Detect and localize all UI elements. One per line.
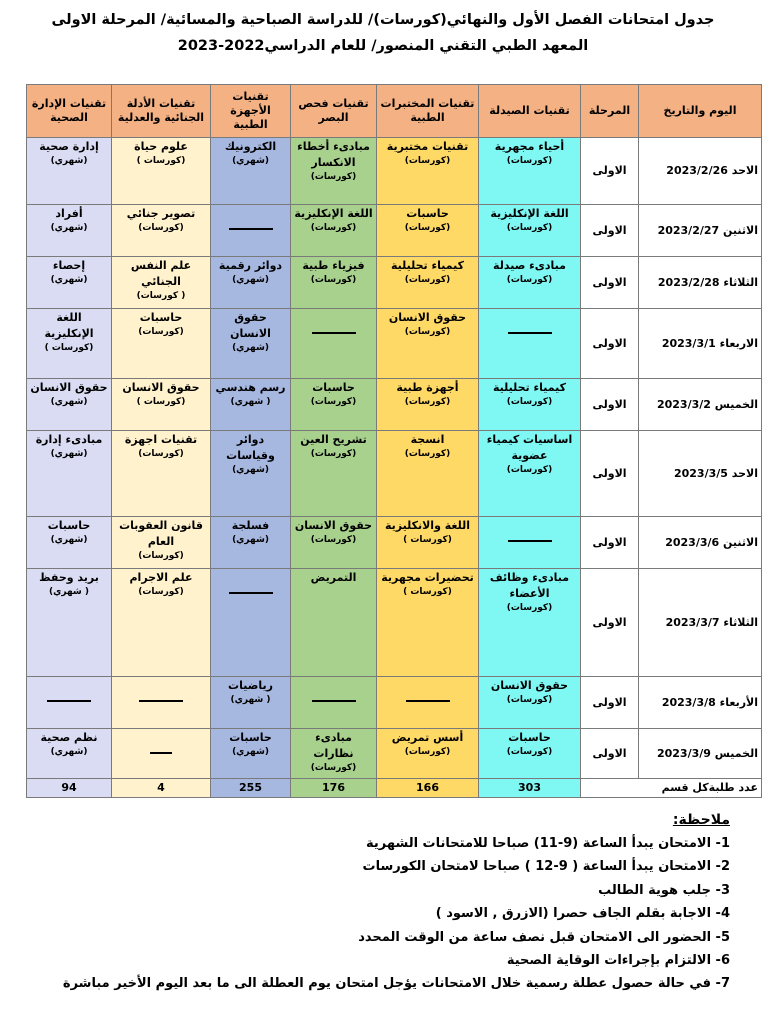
subject-name: اساسيات كيمياء عضوية bbox=[486, 433, 573, 462]
exam-type: (كورسات) bbox=[404, 396, 451, 407]
forensic-subject-cell bbox=[112, 257, 211, 309]
exam-type: (كورسات ) bbox=[136, 396, 186, 407]
devices-subject-cell bbox=[211, 205, 291, 257]
exam-type: (كورسات) bbox=[310, 171, 357, 182]
subject-name: حقوق الانسان bbox=[230, 311, 271, 340]
exam-type: (كورسات ) bbox=[136, 155, 186, 166]
stage-cell: الاولى bbox=[581, 677, 639, 729]
no-exam-dash bbox=[508, 332, 552, 334]
subject-name: أجهزة طبية bbox=[396, 381, 459, 394]
header-date: اليوم والتاريخ bbox=[639, 85, 762, 138]
exam-type: (شهري) bbox=[50, 222, 88, 233]
header-devices: تقنيات الأجهزة الطبية bbox=[211, 85, 291, 138]
exam-type: (كورسات) bbox=[310, 534, 357, 545]
header-optometry: تقنيات فحص البصر bbox=[291, 85, 377, 138]
header-admin: تقنيات الإدارة الصحية bbox=[27, 85, 112, 138]
exam-type: (كورسات) bbox=[506, 274, 553, 285]
date-cell: الاحد 2023/2/26 bbox=[639, 138, 762, 205]
subject-name: حقوق الانسان bbox=[294, 519, 373, 532]
exam-type: (شهري) bbox=[232, 534, 269, 545]
stage-cell: الاولى bbox=[581, 138, 639, 205]
optometry-subject-cell bbox=[291, 431, 377, 517]
subject-name: إحصاء bbox=[52, 259, 86, 272]
labs-subject-cell bbox=[377, 517, 479, 569]
devices-subject-cell bbox=[211, 138, 291, 205]
date-cell: الأربعاء 2023/3/8 bbox=[639, 677, 762, 729]
devices-subject-cell bbox=[211, 431, 291, 517]
optometry-subject-cell bbox=[291, 379, 377, 431]
exam-type: (شهري) bbox=[232, 342, 269, 353]
date-cell: الاثنين 2023/2/27 bbox=[639, 205, 762, 257]
labs-subject-cell bbox=[377, 257, 479, 309]
stage-cell: الاولى bbox=[581, 569, 639, 677]
exam-type: (كورسات) bbox=[138, 586, 184, 597]
note-item: 4- الاجابة بقلم الجاف حصرا (الازرق , الاسود ) bbox=[435, 906, 730, 922]
subject-name: إدارة صحية bbox=[39, 140, 99, 153]
subject-name: كيمياء تحليلية bbox=[390, 259, 465, 272]
devices-subject-cell bbox=[211, 379, 291, 431]
subject-name: التمريض bbox=[310, 571, 357, 584]
optometry-subject-cell bbox=[291, 569, 377, 677]
institute-subtitle: المعهد الطبي التقني المنصور/ للعام الدراسي2022-2023 bbox=[177, 38, 589, 54]
no-exam-dash bbox=[508, 540, 552, 542]
exam-type: (كورسات) bbox=[506, 694, 553, 705]
devices-subject-cell bbox=[211, 729, 291, 779]
labs-subject-cell bbox=[377, 729, 479, 779]
stage-cell: الاولى bbox=[581, 257, 639, 309]
pharmacy-subject-cell bbox=[479, 138, 581, 205]
admin-subject-cell bbox=[27, 257, 112, 309]
devices-subject-cell bbox=[211, 569, 291, 677]
labs-student-count: 166 bbox=[377, 779, 479, 798]
optometry-subject-cell bbox=[291, 677, 377, 729]
subject-name: قانون العقوبات العام bbox=[119, 519, 203, 548]
forensic-subject-cell bbox=[112, 431, 211, 517]
exam-type: (شهري) bbox=[50, 396, 88, 407]
subject-name: رياضيات bbox=[228, 679, 273, 692]
exam-type: (كورسات) bbox=[310, 448, 357, 459]
notes-list bbox=[30, 832, 730, 996]
pharmacy-subject-cell bbox=[479, 517, 581, 569]
exam-type: (كورسات) bbox=[138, 222, 184, 233]
note-item: 6- الالتزام بإجراءات الوقاية الصحية bbox=[506, 953, 730, 969]
no-exam-dash bbox=[229, 592, 273, 594]
pharmacy-student-count: 303 bbox=[479, 779, 581, 798]
admin-subject-cell bbox=[27, 379, 112, 431]
exam-type: (شهري) bbox=[232, 155, 269, 166]
exam-type: (كورسات ) bbox=[44, 342, 94, 353]
subject-name: حقوق الانسان bbox=[122, 381, 200, 394]
no-exam-dash bbox=[312, 332, 356, 334]
notes-title: ملاحظة: bbox=[672, 812, 730, 828]
exam-type: (كورسات) bbox=[404, 274, 451, 285]
optometry-subject-cell bbox=[291, 257, 377, 309]
exam-type: (كورسات) bbox=[404, 222, 451, 233]
exam-type: (كورسات) bbox=[138, 448, 184, 459]
subject-name: علوم حياة bbox=[134, 140, 188, 153]
exam-type: (شهري) bbox=[232, 746, 269, 757]
admin-subject-cell bbox=[27, 677, 112, 729]
admin-subject-cell bbox=[27, 309, 112, 379]
subject-name: مبادىء أخطاء الانكسار bbox=[297, 140, 370, 169]
exam-type: (كورسات) bbox=[506, 464, 553, 475]
note-item: 5- الحضور الى الامتحان قبل نصف ساعة من الوقت المحدد bbox=[358, 929, 730, 945]
exam-type: (شهري) bbox=[232, 274, 269, 285]
pharmacy-subject-cell bbox=[479, 309, 581, 379]
subject-name: اللغة الإنكليزية bbox=[44, 311, 94, 340]
stage-cell: الاولى bbox=[581, 379, 639, 431]
exam-type: ( كورسات) bbox=[136, 290, 186, 301]
exam-type: (كورسات) bbox=[506, 746, 553, 757]
table-row bbox=[27, 729, 762, 779]
no-exam-dash bbox=[229, 228, 273, 230]
exam-type: ( شهري) bbox=[49, 586, 89, 597]
admin-subject-cell bbox=[27, 517, 112, 569]
subject-name: كيمياء تحليلية bbox=[492, 381, 567, 394]
exam-type: (كورسات ) bbox=[403, 534, 452, 545]
subject-name: الكترونيك bbox=[224, 140, 277, 153]
labs-subject-cell bbox=[377, 569, 479, 677]
subject-name: علم النفس الجنائي bbox=[130, 259, 192, 288]
subject-name: تقنيات مختبرية bbox=[386, 140, 469, 153]
table-row bbox=[27, 379, 762, 431]
labs-subject-cell bbox=[377, 431, 479, 517]
subject-name: علم الاجرام bbox=[129, 571, 193, 584]
table-row bbox=[27, 205, 762, 257]
exam-type: (شهري) bbox=[50, 746, 88, 757]
subject-name: تحضيرات مجهرية bbox=[381, 571, 474, 584]
subject-name: اللغة الإنكليزية bbox=[490, 207, 569, 220]
subject-name: حقوق الانسان bbox=[388, 311, 467, 324]
exam-type: (كورسات) bbox=[506, 602, 553, 613]
no-exam-dash bbox=[312, 700, 356, 702]
table-row bbox=[27, 569, 762, 677]
table-row bbox=[27, 257, 762, 309]
notes-section bbox=[30, 812, 730, 996]
subject-name: حقوق الانسان bbox=[30, 381, 108, 394]
subject-name: رسم هندسي bbox=[215, 381, 286, 394]
subject-name: حاسبات bbox=[139, 311, 183, 324]
note-item: 1- الامتحان يبدأ الساعة (9-11) صباحا للامتحانات الشهرية bbox=[366, 836, 730, 851]
exam-type: (كورسات) bbox=[138, 326, 184, 337]
exam-type: (كورسات) bbox=[404, 746, 451, 757]
forensic-subject-cell bbox=[112, 309, 211, 379]
labs-subject-cell bbox=[377, 309, 479, 379]
exam-type: (شهري) bbox=[50, 274, 88, 285]
pharmacy-subject-cell bbox=[479, 257, 581, 309]
exam-schedule-table bbox=[26, 84, 762, 798]
optometry-subject-cell bbox=[291, 309, 377, 379]
pharmacy-subject-cell bbox=[479, 431, 581, 517]
exam-type: (كورسات ) bbox=[403, 586, 452, 597]
date-cell: الاثنين 2023/3/6 bbox=[639, 517, 762, 569]
header-forensic: تقنيات الأدلة الجنائية والعدلية bbox=[112, 85, 211, 138]
labs-subject-cell bbox=[377, 379, 479, 431]
forensic-subject-cell bbox=[112, 729, 211, 779]
subject-name: تقنيات اجهزة bbox=[124, 433, 198, 446]
subject-name: أفراد bbox=[55, 207, 83, 220]
subject-name: حاسبات bbox=[229, 731, 272, 744]
subject-name: حاسبات bbox=[508, 731, 551, 744]
note-item: 2- الامتحان يبدأ الساعة ( 9-12 ) صباحا لامتحان الكورسات bbox=[362, 859, 730, 875]
optometry-subject-cell bbox=[291, 517, 377, 569]
exam-type: (كورسات) bbox=[310, 762, 357, 773]
subject-name: اللغة والانكليزية bbox=[384, 519, 471, 532]
exam-type: (كورسات) bbox=[310, 396, 357, 407]
forensic-subject-cell bbox=[112, 379, 211, 431]
exam-type: (شهري) bbox=[50, 534, 88, 545]
table-row bbox=[27, 309, 762, 379]
subject-name: بريد وحفظ bbox=[39, 571, 99, 584]
devices-subject-cell bbox=[211, 677, 291, 729]
table-header-row bbox=[27, 85, 762, 138]
table-row bbox=[27, 517, 762, 569]
date-cell: الثلاثاء 2023/2/28 bbox=[639, 257, 762, 309]
student-count-label: عدد طلبةكل قسم bbox=[581, 779, 762, 798]
subject-name: فسلجة bbox=[231, 519, 270, 532]
no-exam-dash bbox=[406, 700, 450, 702]
subject-name: أسس تمريض bbox=[391, 731, 464, 744]
devices-student-count: 255 bbox=[211, 779, 291, 798]
devices-subject-cell bbox=[211, 517, 291, 569]
subject-name: حاسبات bbox=[312, 381, 355, 394]
header-stage: المرحلة bbox=[581, 85, 639, 138]
date-cell: الاربعاء 2023/3/1 bbox=[639, 309, 762, 379]
no-exam-dash bbox=[139, 700, 183, 702]
subject-name: مبادىء إدارة bbox=[35, 433, 103, 446]
optometry-subject-cell bbox=[291, 205, 377, 257]
subject-name: حاسبات bbox=[406, 207, 449, 220]
table-row bbox=[27, 138, 762, 205]
no-exam-dash bbox=[150, 752, 172, 754]
exam-type: (كورسات) bbox=[506, 396, 553, 407]
subject-name: نظم صحية bbox=[40, 731, 98, 744]
exam-type: (شهري) bbox=[50, 448, 88, 459]
pharmacy-subject-cell bbox=[479, 677, 581, 729]
subject-name: اللغة الإنكليزية bbox=[294, 207, 373, 220]
pharmacy-subject-cell bbox=[479, 205, 581, 257]
subject-name: حاسبات bbox=[47, 519, 91, 532]
devices-subject-cell bbox=[211, 257, 291, 309]
stage-cell: الاولى bbox=[581, 205, 639, 257]
pharmacy-subject-cell bbox=[479, 729, 581, 779]
exam-type: ( شهري) bbox=[230, 396, 271, 407]
labs-subject-cell bbox=[377, 677, 479, 729]
subject-name: حقوق الانسان bbox=[490, 679, 569, 692]
stage-cell: الاولى bbox=[581, 517, 639, 569]
header-pharmacy: تقنيات الصيدلة bbox=[479, 85, 581, 138]
date-cell: الخميس 2023/3/2 bbox=[639, 379, 762, 431]
subject-name: مبادىء صيدلة bbox=[493, 259, 566, 272]
header-labs: تقنيات المختبرات الطبية bbox=[377, 85, 479, 138]
subject-name: تصوير جنائي bbox=[126, 207, 196, 220]
forensic-subject-cell bbox=[112, 677, 211, 729]
exam-type: (كورسات) bbox=[506, 222, 553, 233]
subject-name: دوائر رقمية bbox=[218, 259, 283, 272]
student-count-row bbox=[27, 779, 762, 798]
exam-type: ( شهري) bbox=[230, 694, 271, 705]
exam-type: (كورسات) bbox=[310, 222, 357, 233]
date-cell: الثلاثاء 2023/3/7 bbox=[639, 569, 762, 677]
exam-type: (كورسات) bbox=[138, 550, 184, 561]
stage-cell: الاولى bbox=[581, 729, 639, 779]
exam-type: (كورسات) bbox=[404, 155, 451, 166]
admin-subject-cell bbox=[27, 569, 112, 677]
pharmacy-subject-cell bbox=[479, 379, 581, 431]
exam-type: (شهري) bbox=[232, 464, 269, 475]
labs-subject-cell bbox=[377, 138, 479, 205]
forensic-subject-cell bbox=[112, 569, 211, 677]
note-item: 7- في حالة حصول عطلة رسمية خلال الامتحانات يؤجل امتحان يوم العطلة الى ما بعد اليوم الأخير مباشرة bbox=[62, 976, 730, 992]
admin-subject-cell bbox=[27, 138, 112, 205]
admin-subject-cell bbox=[27, 205, 112, 257]
table-row bbox=[27, 431, 762, 517]
admin-subject-cell bbox=[27, 431, 112, 517]
date-cell: الخميس 2023/3/9 bbox=[639, 729, 762, 779]
forensic-student-count: 4 bbox=[112, 779, 211, 798]
schedule-title: جدول امتحانات الفصل الأول والنهائي(كورسات)/ للدراسة الصباحية والمسائية/ المرحلة الاولى bbox=[51, 12, 715, 28]
subject-name: مبادىء وظائف الأعضاء bbox=[489, 571, 570, 600]
labs-subject-cell bbox=[377, 205, 479, 257]
subject-name: تشريح العين bbox=[300, 433, 367, 446]
subject-name: أحياء مجهرية bbox=[494, 140, 565, 153]
table-row bbox=[27, 677, 762, 729]
subject-name: فيزياء طبية bbox=[302, 259, 365, 272]
exam-type: (كورسات) bbox=[506, 155, 553, 166]
exam-type: (كورسات) bbox=[404, 448, 451, 459]
note-item: 3- جلب هوية الطالب bbox=[598, 882, 730, 898]
exam-type: (شهري) bbox=[50, 155, 88, 166]
optometry-subject-cell bbox=[291, 729, 377, 779]
exam-type: (كورسات) bbox=[404, 326, 451, 337]
pharmacy-subject-cell bbox=[479, 569, 581, 677]
optometry-subject-cell bbox=[291, 138, 377, 205]
stage-cell: الاولى bbox=[581, 309, 639, 379]
forensic-subject-cell bbox=[112, 205, 211, 257]
subject-name: مبادىء نظارات bbox=[313, 731, 354, 760]
admin-subject-cell bbox=[27, 729, 112, 779]
forensic-subject-cell bbox=[112, 517, 211, 569]
date-cell: الاحد 2023/3/5 bbox=[639, 431, 762, 517]
devices-subject-cell bbox=[211, 309, 291, 379]
exam-type: (كورسات) bbox=[310, 274, 357, 285]
subject-name: دوائر وقياسات bbox=[226, 433, 275, 462]
no-exam-dash bbox=[47, 700, 91, 702]
subject-name: انسجة bbox=[410, 433, 445, 446]
optometry-student-count: 176 bbox=[291, 779, 377, 798]
admin-student-count: 94 bbox=[27, 779, 112, 798]
stage-cell: الاولى bbox=[581, 431, 639, 517]
forensic-subject-cell bbox=[112, 138, 211, 205]
